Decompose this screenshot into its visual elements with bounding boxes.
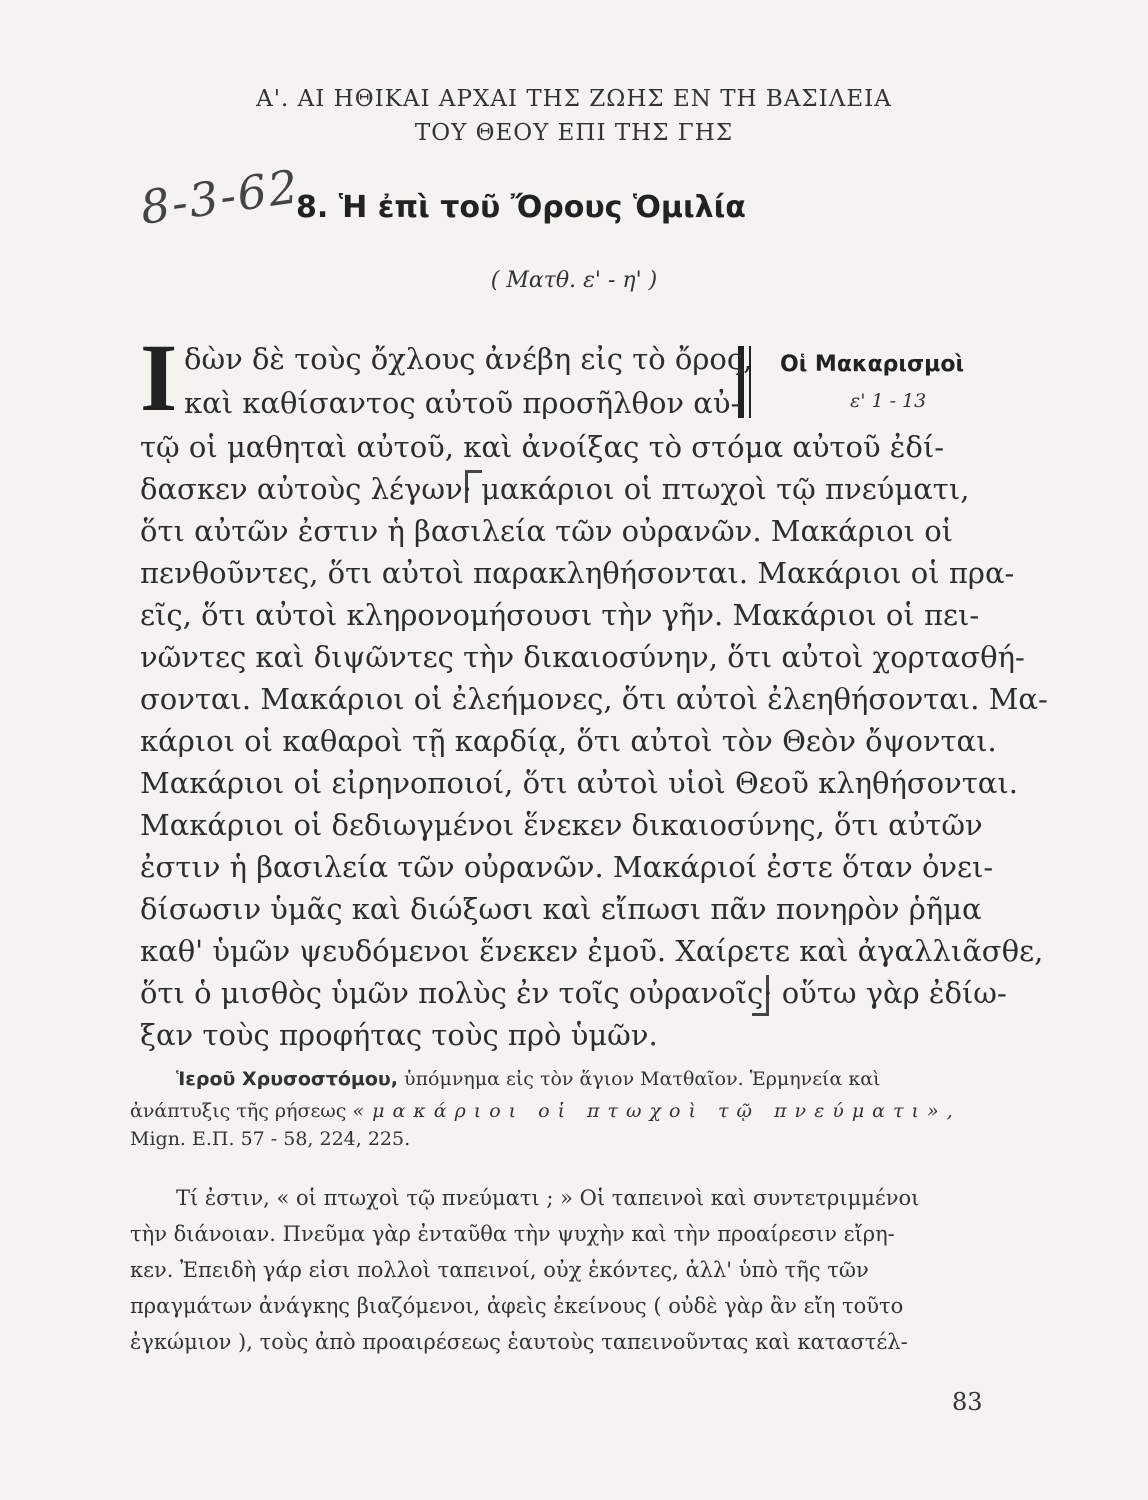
commentary-line: τὴν διάνοιαν. Πνεῦμα γὰρ ἐνταῦθα τὴν ψυχὴν καὶ τὴν προαίρεσιν εἴρη- (130, 1222, 895, 1246)
sidebar-heading-title: Οἱ Μακαρισμοὶ (780, 352, 965, 377)
commentary-line: ἐγκώμιον ), τοὺς ἀπὸ προαιρέσεως ἑαυτοὺς ταπεινοῦντας καὶ καταστέλ- (130, 1330, 908, 1354)
gospel-line: καθ' ὑμῶν ψευδόμενοι ἕνεκεν ἐμοῦ. Χαίρετε καὶ ἀγαλλιᾶσθε, (140, 934, 1044, 968)
source-description: ὑπόμνημα εἰς τὸν ἅγιον Ματθαῖον. Ἑρμηνεία καὶ (404, 1068, 881, 1090)
chapter-heading-line-2: ΤΟΥ ΘΕΟΥ ΕΠΙ ΤΗΣ ΓΗΣ (414, 120, 734, 146)
gospel-line: πενθοῦντες, ὅτι αὐτοὶ παρακληθήσονται. Μακάριοι οἱ πρα- (140, 556, 1015, 590)
drop-cap: Ι (140, 324, 178, 431)
page-number: 83 (952, 1388, 983, 1416)
gospel-line: δὼν δὲ τοὺς ὄχλους ἀνέβη εἰς τὸ ὄρος, (184, 342, 753, 376)
gospel-line: ὅτι ὁ μισθὸς ὑμῶν πολὺς ἐν τοῖς οὐρανοῖς· οὕτω γὰρ ἐδίω- (140, 976, 1007, 1010)
section-title: 8. Ἡ ἐπὶ τοῦ Ὄρους Ὁμιλία (296, 190, 746, 225)
source-author: Ἱεροῦ Χρυσοστόμου, (176, 1068, 398, 1090)
gospel-line: ἐστιν ἡ βασιλεία τῶν οὐρανῶν. Μακάριοί ἐστε ὅταν ὀνει- (140, 850, 994, 884)
sidebar-heading-reference: ε' 1 - 13 (850, 390, 927, 412)
gospel-line: σονται. Μακάριοι οἱ ἐλεήμονες, ὅτι αὐτοὶ ἐλεηθήσονται. Μα- (140, 682, 1048, 716)
handwritten-date-note: 8-3-62 (137, 159, 304, 235)
gospel-line: κάριοι οἱ καθαροὶ τῇ καρδίᾳ, ὅτι αὐτοὶ τὸν Θεὸν ὄψονται. (140, 724, 997, 758)
source-quote: «μακάριοι οἱ πτωχοὶ τῷ πνεύματι», (352, 1100, 961, 1122)
gospel-line: ξαν τοὺς προφήτας τοὺς πρὸ ὑμῶν. (140, 1018, 658, 1052)
source-line-1 (176, 1068, 881, 1090)
gospel-line: Μακάριοι οἱ δεδιωγμένοι ἕνεκεν δικαιοσύνης, ὅτι αὐτῶν (140, 808, 983, 842)
commentary-line: κεν. Ἐπειδὴ γάρ εἰσι πολλοὶ ταπεινοί, οὐχ ἑκόντες, ἀλλ' ὑπὸ τῆς τῶν (130, 1258, 869, 1282)
gospel-line: εῖς, ὅτι αὐτοὶ κληρονομήσουσι τὴν γῆν. Μακάριοι οἱ πει- (140, 598, 980, 632)
source-line-3: Mign. Ε.Π. 57 - 58, 224, 225. (130, 1128, 411, 1150)
gospel-line: δίσωσιν ὑμᾶς καὶ διώξωσι καὶ εἴπωσι πᾶν πονηρὸν ῥῆμα (140, 892, 982, 926)
section-reference: ( Ματθ. ε' - η' ) (490, 268, 658, 293)
gospel-line: δασκεν αὐτοὺς λέγων· μακάριοι οἱ πτωχοὶ τῷ πνεύματι, (140, 472, 970, 506)
commentary-line: πραγμάτων ἀνάγκης βιαζόμενοι, ἀφεὶς ἐκείνους ( οὐδὲ γὰρ ἂν εἴη τοῦτο (130, 1294, 904, 1318)
source-line-2 (130, 1100, 961, 1122)
gospel-line: ὅτι αὐτῶν ἐστιν ἡ βασιλεία τῶν οὐρανῶν. Μακάριοι οἱ (140, 514, 954, 548)
gospel-line: τῷ οἱ μαθηταὶ αὐτοῦ, καὶ ἀνοίξας τὸ στόμα αὐτοῦ ἐδί- (140, 430, 944, 464)
chapter-heading-line-1: Α'. ΑΙ ΗΘΙΚΑΙ ΑΡΧΑΙ ΤΗΣ ΖΩΗΣ ΕΝ ΤΗ ΒΑΣΙΛΕΙΑ (256, 86, 892, 112)
gospel-line: καὶ καθίσαντος αὐτοῦ προσῆλθον αὐ- (184, 386, 741, 420)
gospel-line: νῶντες καὶ διψῶντες τὴν δικαιοσύνην, ὅτι αὐτοὶ χορτασθή- (140, 640, 1025, 674)
gospel-line: Μακάριοι οἱ εἰρηνοποιοί, ὅτι αὐτοὶ υἱοὶ Θεοῦ κληθήσονται. (140, 766, 1018, 800)
source-phrase-label: ἀνάπτυξις τῆς ρήσεως (130, 1100, 347, 1122)
commentary-line: Τί ἐστιν, « οἱ πτωχοὶ τῷ πνεύματι ; » Οἱ ταπεινοὶ καὶ συντετριμμένοι (176, 1186, 920, 1210)
